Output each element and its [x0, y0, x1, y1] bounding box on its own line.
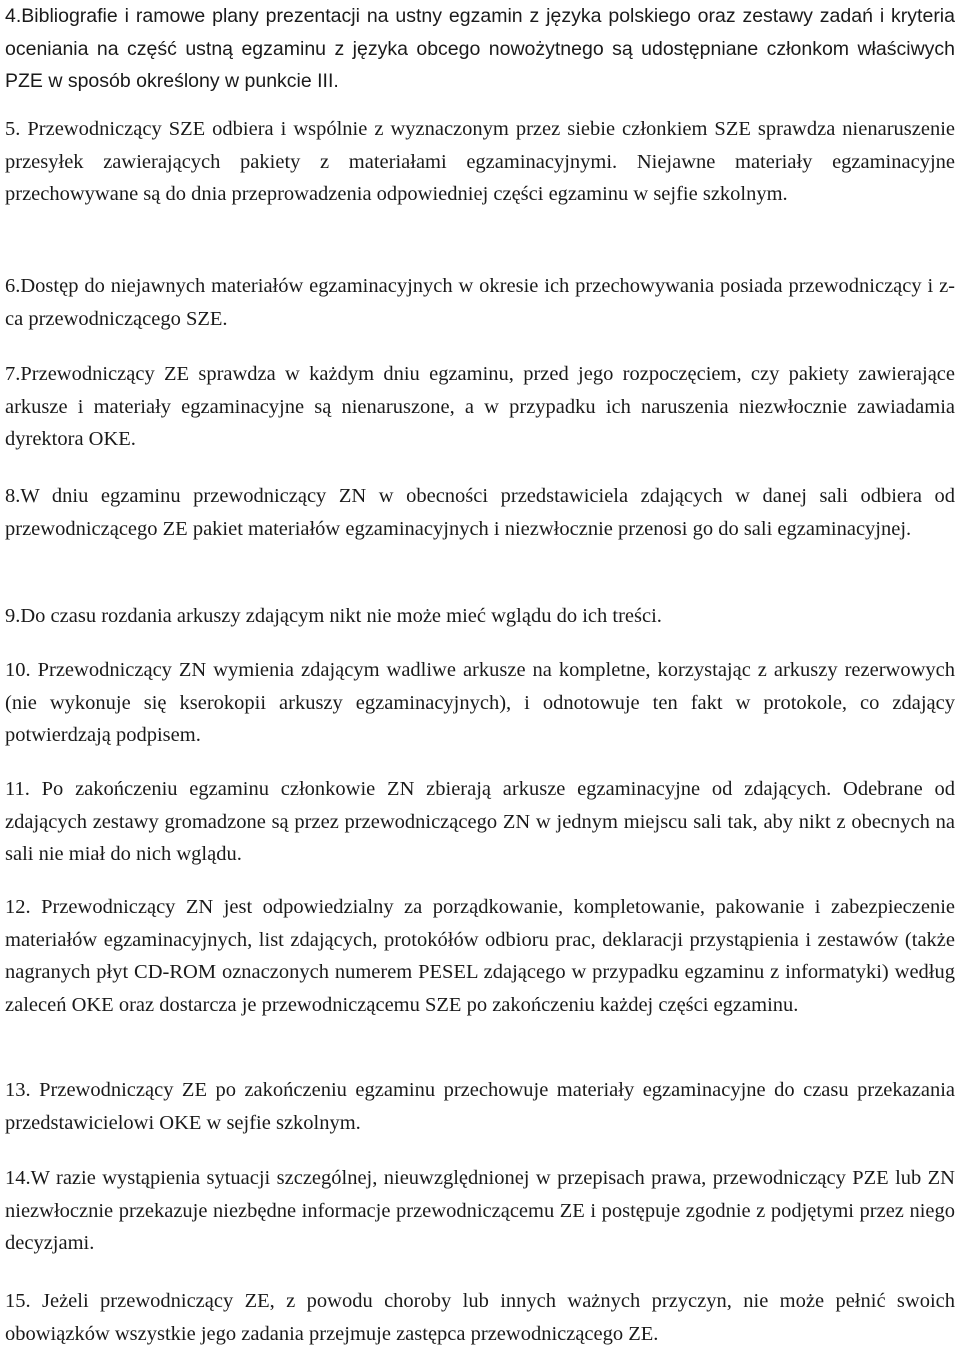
paragraph-7: 7.Przewodniczący ZE sprawdza w każdym dniu egzaminu, przed jego rozpoczęciem, czy pakiety zawierające arkusze i materiały egzaminacyjne są nienaruszone, a w przypadku ich naruszenia niezwłocznie zawiadamia dyrektora OKE.: [5, 363, 955, 451]
paragraph-5: 5. Przewodniczący SZE odbiera i wspólnie z wyznaczonym przez siebie członkiem SZE sprawdza nienaruszenie przesyłek zawierających pakiety z materiałami egzaminacyjnymi. Niejawne materiały egzaminacyjne przechowywane są do dnia przeprowadzenia odpowiedniej części egzaminu w sejfie szkolnym.: [5, 118, 955, 206]
paragraph-14: 14.W razie wystąpienia sytuacji szczególnej, nieuwzględnionej w przepisach prawa, przewodniczący PZE lub ZN niezwłocznie przekazuje niezbędne informacje przewodniczącemu ZE i postępuje zgodnie z podjętymi przez niego decyzjami.: [5, 1167, 955, 1255]
paragraph-8: 8.W dniu egzaminu przewodniczący ZN w obecności przedstawiciela zdających w danej sali odbiera od przewodniczącego ZE pakiet materiałów egzaminacyjnych i niezwłocznie przenosi go do sali egzaminacyjnej.: [5, 485, 955, 540]
paragraph-10: 10. Przewodniczący ZN wymienia zdającym wadliwe arkusze na kompletne, korzystając z arkuszy rezerwowych (nie wykonuje się kserokopii arkuszy egzaminacyjnych), i odnotowuje ten fakt w protokole, co zdający potwierdzają podpisem.: [5, 659, 955, 747]
paragraph-11: 11. Po zakończeniu egzaminu członkowie ZN zbierają arkusze egzaminacyjne od zdających. Odebrane od zdających zestawy gromadzone są przez przewodniczącego ZN w jednym miejscu sali tak, aby nikt z obecnych na sali nie miał do nich wglądu.: [5, 778, 955, 866]
paragraph-12: 12. Przewodniczący ZN jest odpowiedzialny za porządkowanie, kompletowanie, pakowanie i zabezpieczenie materiałów egzaminacyjnych, list zdających, protokółów odbioru prac, deklaracji przystąpienia i zestawów (także nagranych płyt CD-ROM oznaczonych numerem PESEL zdającego w przypadku egzaminu z informatyki) według zaleceń OKE oraz dostarcza je przewodniczącemu SZE po zakończeniu każdej części egzaminu.: [5, 896, 955, 1016]
paragraph-4: 4.Bibliografie i ramowe plany prezentacji na ustny egzamin z języka polskiego oraz zestawy zadań i kryteria oceniania na część ustną egzaminu z języka obcego nowożytnego są udostępniane członkom właściwych PZE w sposób określony w punkcie III.: [5, 5, 955, 93]
paragraph-13: 13. Przewodniczący ZE po zakończeniu egzaminu przechowuje materiały egzaminacyjne do czasu przekazania przedstawicielowi OKE w sejfie szkolnym.: [5, 1079, 955, 1134]
paragraph-9: 9.Do czasu rozdania arkuszy zdającym nikt nie może mieć wglądu do ich treści.: [5, 605, 662, 627]
paragraph-15: 15. Jeżeli przewodniczący ZE, z powodu choroby lub innych ważnych przyczyn, nie może pełnić swoich obowiązków wszystkie jego zadania przejmuje zastępca przewodniczącego ZE.: [5, 1290, 955, 1345]
paragraph-6: 6.Dostęp do niejawnych materiałów egzaminacyjnych w okresie ich przechowywania posiada przewodniczący i z-ca przewodniczącego SZE.: [5, 275, 955, 330]
